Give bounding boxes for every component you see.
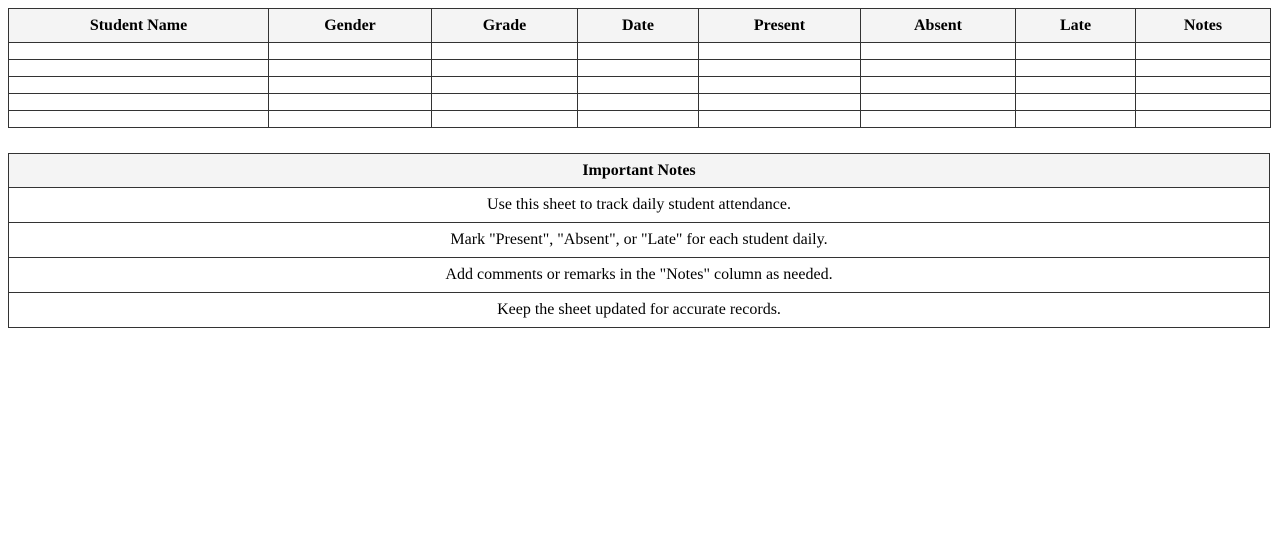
cell-present[interactable] (699, 77, 861, 94)
cell-late[interactable] (1016, 43, 1136, 60)
note-item: Add comments or remarks in the "Notes" column as needed. (9, 258, 1270, 293)
cell-present[interactable] (699, 94, 861, 111)
cell-late[interactable] (1016, 60, 1136, 77)
column-header-student-name: Student Name (9, 9, 269, 43)
column-header-late: Late (1016, 9, 1136, 43)
note-row (9, 188, 1270, 223)
cell-grade[interactable] (432, 94, 578, 111)
column-header-present: Present (699, 9, 861, 43)
cell-notes[interactable] (1136, 111, 1271, 128)
cell-student-name[interactable] (9, 111, 269, 128)
note-row (9, 258, 1270, 293)
table-row (9, 111, 1271, 128)
cell-absent[interactable] (861, 111, 1016, 128)
cell-notes[interactable] (1136, 94, 1271, 111)
cell-grade[interactable] (432, 60, 578, 77)
cell-gender[interactable] (269, 94, 432, 111)
cell-date[interactable] (578, 43, 699, 60)
cell-grade[interactable] (432, 77, 578, 94)
cell-grade[interactable] (432, 43, 578, 60)
cell-gender[interactable] (269, 77, 432, 94)
column-header-notes: Notes (1136, 9, 1271, 43)
cell-student-name[interactable] (9, 43, 269, 60)
cell-date[interactable] (578, 77, 699, 94)
cell-notes[interactable] (1136, 77, 1271, 94)
table-row (9, 77, 1271, 94)
column-header-absent: Absent (861, 9, 1016, 43)
note-item: Mark "Present", "Absent", or "Late" for each student daily. (9, 223, 1270, 258)
notes-header-row (9, 154, 1270, 188)
cell-present[interactable] (699, 111, 861, 128)
table-row (9, 60, 1271, 77)
cell-date[interactable] (578, 111, 699, 128)
cell-notes[interactable] (1136, 43, 1271, 60)
column-header-date: Date (578, 9, 699, 43)
cell-absent[interactable] (861, 94, 1016, 111)
header-row (9, 9, 1271, 43)
cell-student-name[interactable] (9, 94, 269, 111)
cell-present[interactable] (699, 43, 861, 60)
cell-gender[interactable] (269, 60, 432, 77)
note-item: Use this sheet to track daily student attendance. (9, 188, 1270, 223)
table-row (9, 43, 1271, 60)
cell-gender[interactable] (269, 111, 432, 128)
table-row (9, 94, 1271, 111)
notes-title: Important Notes (9, 154, 1270, 188)
attendance-table (8, 8, 1271, 128)
note-row (9, 223, 1270, 258)
cell-late[interactable] (1016, 94, 1136, 111)
cell-grade[interactable] (432, 111, 578, 128)
cell-gender[interactable] (269, 43, 432, 60)
cell-date[interactable] (578, 60, 699, 77)
cell-absent[interactable] (861, 60, 1016, 77)
cell-notes[interactable] (1136, 60, 1271, 77)
cell-late[interactable] (1016, 111, 1136, 128)
important-notes-table (8, 153, 1270, 328)
cell-late[interactable] (1016, 77, 1136, 94)
cell-absent[interactable] (861, 77, 1016, 94)
note-row (9, 293, 1270, 328)
cell-absent[interactable] (861, 43, 1016, 60)
note-item: Keep the sheet updated for accurate records. (9, 293, 1270, 328)
cell-present[interactable] (699, 60, 861, 77)
cell-student-name[interactable] (9, 77, 269, 94)
column-header-grade: Grade (432, 9, 578, 43)
cell-date[interactable] (578, 94, 699, 111)
cell-student-name[interactable] (9, 60, 269, 77)
column-header-gender: Gender (269, 9, 432, 43)
